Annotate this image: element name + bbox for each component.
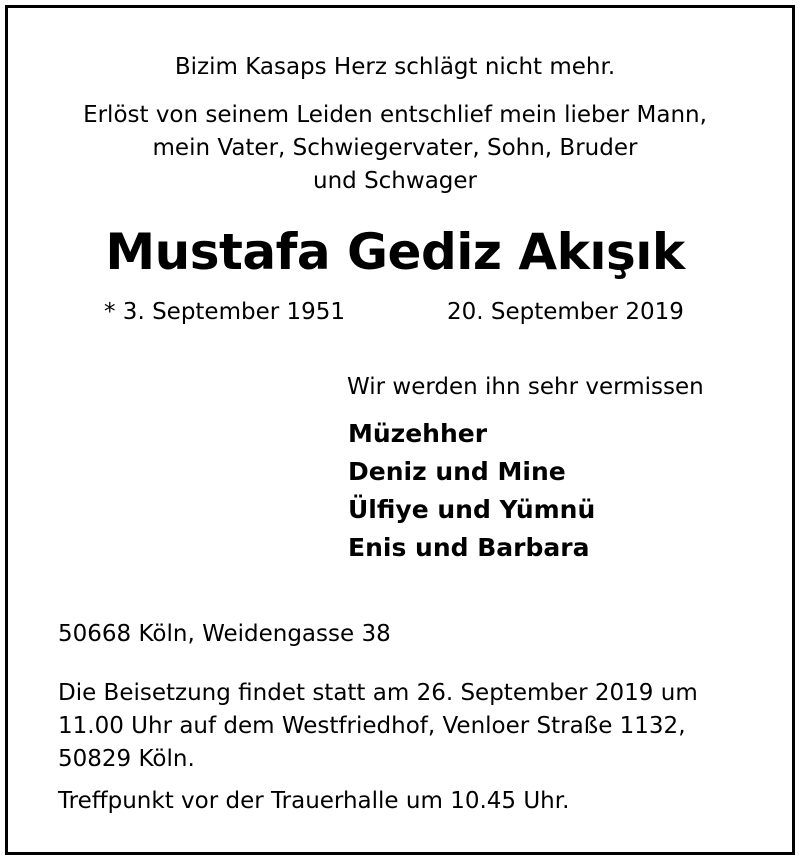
meeting-line: Treffpunkt vor der Trauerhalle um 10.45 Uhr. [58,788,570,814]
farewell-line: Wir werden ihn sehr vermissen [347,374,704,400]
funeral-line-2: 11.00 Uhr auf dem Westfriedhof, Venloer Straße 1132, [58,713,686,739]
deceased-name: Mustafa Gediz Akışık [105,223,685,281]
intro-line-3: und Schwager [313,168,477,194]
mourner-3: Ülfiye und Yümnü [348,495,596,524]
mourner-1: Müzehher [348,419,488,448]
birth-date: * 3. September 1951 [104,299,346,325]
mourner-4: Enis und Barbara [348,533,590,562]
address-line: 50668 Köln, Weidengasse 38 [58,621,391,647]
intro-line-2: mein Vater, Schwiegervater, Sohn, Bruder [152,135,638,161]
death-date: 20. September 2019 [447,299,684,325]
mourner-2: Deniz und Mine [348,457,566,486]
intro-line-1: Erlöst von seinem Leiden entschlief mein lieber Mann, [83,102,707,128]
funeral-line-1: Die Beisetzung findet statt am 26. September 2019 um [58,680,698,706]
funeral-line-3: 50829 Köln. [58,746,195,772]
opening-line: Bizim Kasaps Herz schlägt nicht mehr. [174,54,616,80]
